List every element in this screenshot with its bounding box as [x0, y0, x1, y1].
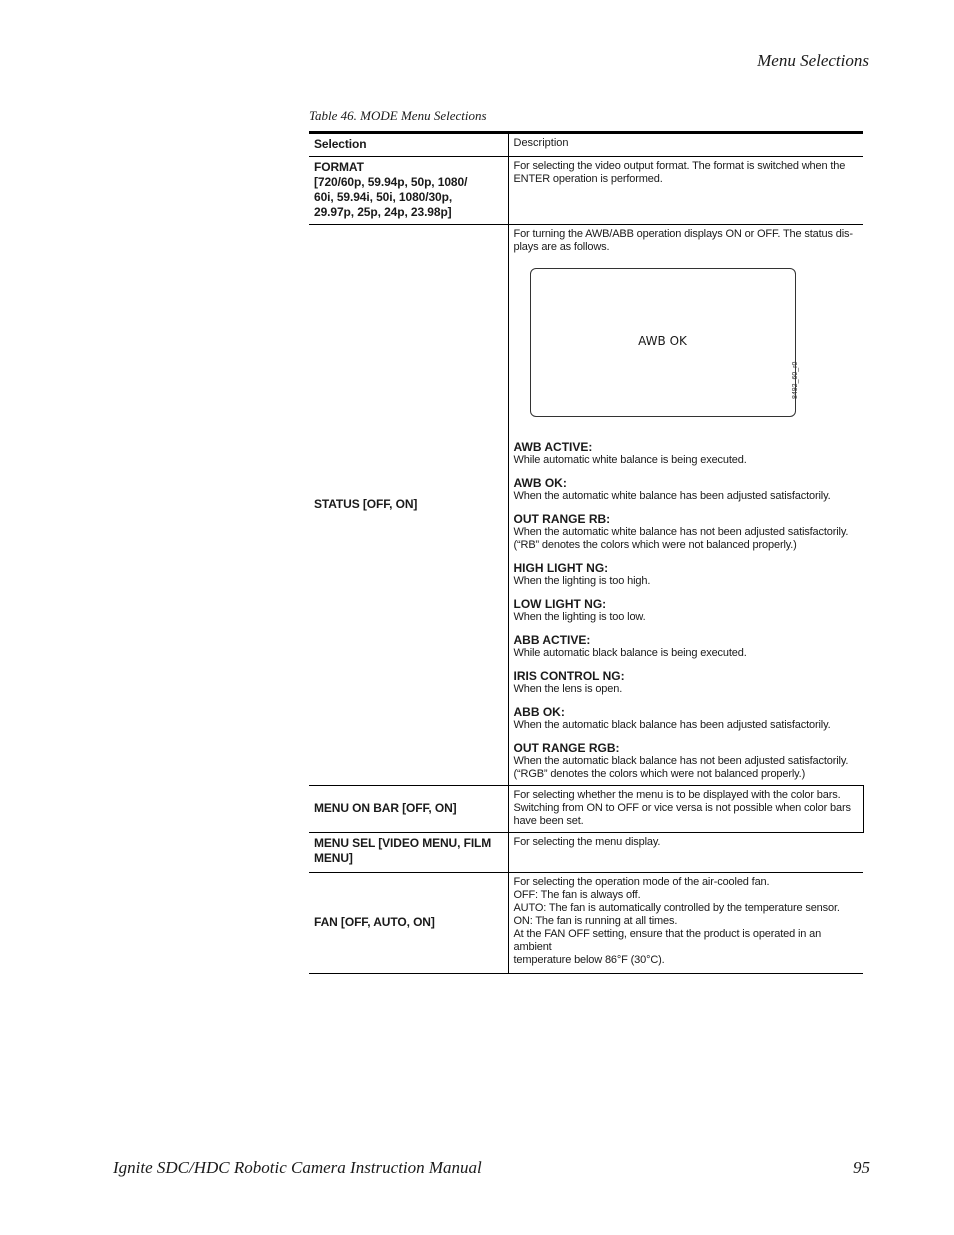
description-line: For selecting the operation mode of the air-cooled fan.: [513, 876, 770, 888]
description-cell: [508, 157, 863, 225]
status-term: ABB ACTIVE:: [513, 633, 591, 647]
table-row-menu-sel: [309, 833, 863, 873]
status-item: [514, 741, 859, 781]
status-term: OUT RANGE RGB:: [513, 741, 620, 755]
status-definition: While automatic black balance is being executed.: [513, 647, 747, 659]
description-line: ENTER operation is performed.: [513, 173, 663, 185]
status-list: [514, 440, 859, 781]
description-line: At the FAN OFF setting, ensure that the product is operated in an ambient: [513, 928, 822, 953]
status-definition: When the automatic black balance has been adjusted satisfactorily.: [513, 719, 831, 731]
description-line: OFF: The fan is always off.: [513, 889, 641, 901]
status-definition: When the automatic black balance has not been adjusted satisfactorily.: [513, 755, 849, 767]
description-line: Switching from ON to OFF or vice versa is not possible when color bars: [513, 802, 851, 814]
table-row-menu-on-bar: [309, 786, 863, 833]
status-definition: When the automatic white balance has been adjusted satisfactorily.: [513, 490, 831, 502]
status-definition: When the lighting is too high.: [513, 575, 651, 587]
selection-line: MENU]: [314, 851, 353, 865]
table-caption: Table 46. MODE Menu Selections: [309, 108, 487, 123]
selection-line: [720/60p, 59.94p, 50p, 1080/: [314, 175, 468, 189]
status-term: OUT RANGE RB:: [513, 512, 611, 526]
description-line: For selecting the menu display.: [513, 836, 661, 848]
selection-line: MENU SEL [VIDEO MENU, FILM: [314, 836, 492, 850]
description-line: have been set.: [513, 815, 584, 827]
status-item: [514, 669, 859, 696]
selection-cell: MENU ON BAR [OFF, ON]: [309, 786, 508, 833]
description-cell: [508, 833, 863, 873]
status-term: AWB OK:: [513, 476, 567, 490]
status-term: LOW LIGHT NG:: [513, 597, 607, 611]
status-item: [514, 633, 859, 660]
table-row-fan: [309, 873, 863, 974]
status-item: [514, 561, 859, 588]
footer-page-number: 95: [853, 1158, 870, 1177]
table-row-format: [309, 157, 863, 225]
status-item: [514, 512, 859, 552]
table-header-row: [309, 133, 863, 157]
description-line: temperature below 86°F (30°C).: [513, 954, 665, 966]
description-line: For selecting the video output format. The format is switched when the: [513, 160, 846, 172]
status-definition: When the lens is open.: [513, 683, 623, 695]
selection-line: 60i, 59.94i, 50i, 1080/30p,: [314, 190, 453, 204]
status-definition: When the automatic white balance has not been adjusted satisfactorily.: [513, 526, 849, 538]
status-display-figure: [514, 256, 859, 436]
selection-line: FORMAT: [314, 160, 364, 174]
running-head: Menu Selections: [757, 51, 869, 70]
column-header-description: Description: [508, 133, 863, 157]
footer-manual-title: Ignite SDC/HDC Robotic Camera Instruction Manual: [113, 1158, 482, 1177]
status-item: [514, 476, 859, 503]
status-definition: When the lighting is too low.: [513, 611, 646, 623]
selection-cell: STATUS [OFF, ON]: [309, 225, 508, 786]
mode-menu-table: [309, 131, 864, 974]
description-line: ON: The fan is running at all times.: [513, 915, 678, 927]
description-cell: [508, 873, 863, 974]
status-term: IRIS CONTROL NG:: [513, 669, 625, 683]
description-cell: [508, 786, 863, 833]
status-term: ABB OK:: [513, 705, 565, 719]
description-line: For selecting whether the menu is to be displayed with the color bars.: [513, 789, 841, 801]
selection-cell: [309, 157, 508, 225]
status-term: HIGH LIGHT NG:: [513, 561, 609, 575]
description-cell: [508, 225, 863, 786]
selection-line: 29.97p, 25p, 24p, 23.98p]: [314, 205, 452, 219]
description-line: For turning the AWB/ABB operation displays ON or OFF. The status dis-: [513, 228, 853, 240]
status-definition: (“RGB” denotes the colors which were not balanced properly.): [513, 768, 806, 780]
description-line: plays are as follows.: [513, 241, 610, 253]
selection-cell: FAN [OFF, AUTO, ON]: [309, 873, 508, 974]
selection-cell: [309, 833, 508, 873]
status-definition: While automatic white balance is being executed.: [513, 454, 747, 466]
status-item: [514, 597, 859, 624]
status-term: AWB ACTIVE:: [513, 440, 593, 454]
screen-status-text: AWB OK: [638, 334, 687, 348]
figure-id: 8492_60_r0: [791, 361, 799, 399]
description-line: AUTO: The fan is automatically controlled by the temperature sensor.: [513, 902, 840, 914]
status-definition: (“RB” denotes the colors which were not balanced properly.): [513, 539, 797, 551]
table-row-status: [309, 225, 863, 786]
status-item: [514, 440, 859, 467]
monitor-screen: [530, 268, 796, 417]
column-header-selection: Selection: [309, 133, 508, 157]
description-intro: [514, 228, 859, 254]
status-item: [514, 705, 859, 732]
